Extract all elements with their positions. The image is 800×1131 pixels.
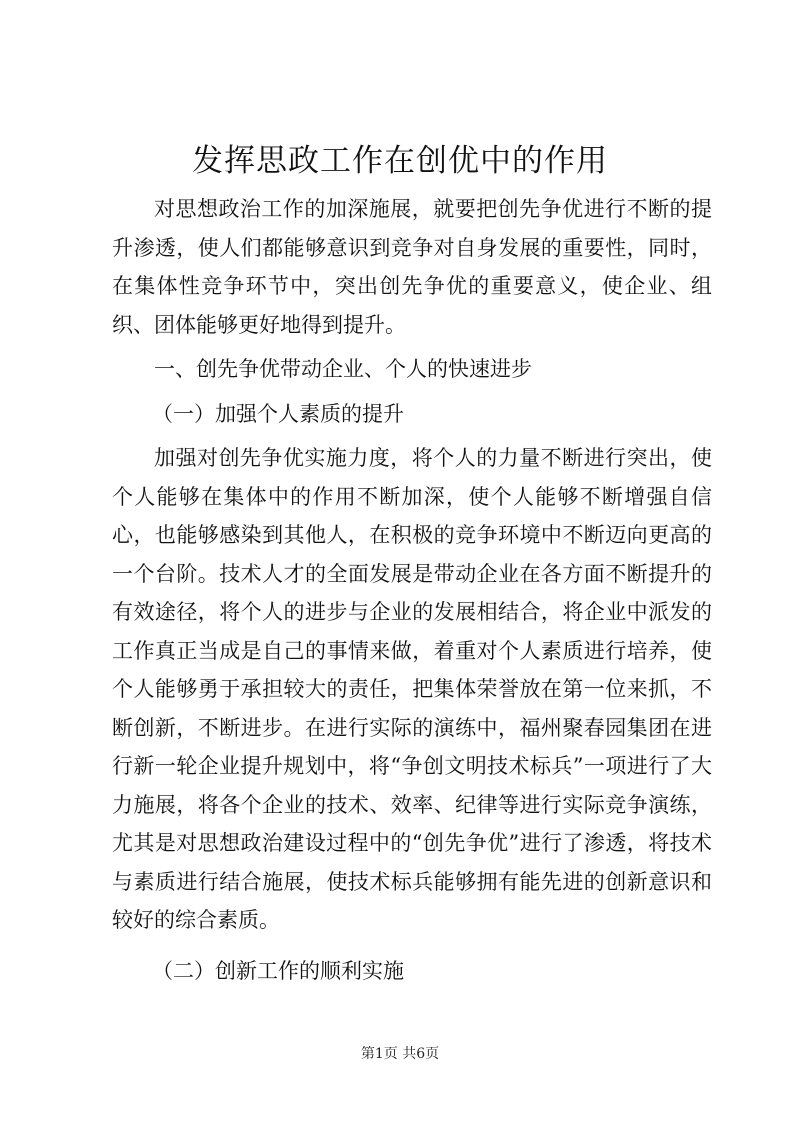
document-body [112, 190, 712, 990]
section-heading-1: 一、创先争优带动企业、个人的快速进步 [154, 357, 532, 381]
intro-paragraph: 对思想政治工作的加深施展，就要把创先争优进行不断的提升渗透，使人们都能够意识到竞争对自身发展的重要性，同时，在集体性竞争环节中，突出创先争优的重要意义，使企业、组织、团体能够更好地得到提升。 [112, 197, 712, 337]
subsection-heading-1: （一）加强个人素质的提升 [152, 401, 404, 426]
subsection-heading-2: （二）创新工作的顺利实施 [152, 958, 404, 983]
page-footer: 第1页 共6页 [360, 1046, 440, 1062]
page-title: 发挥思政工作在创优中的作用 [192, 143, 608, 179]
subsection-1-paragraph: 加强对创先争优实施力度，将个人的力量不断进行突出，使个人能够在集体中的作用不断加深，使个人能够不断增强自信心，也能够感染到其他人，在积极的竞争环境中不断迈向更高的一个台阶。技术人才的全面发展是带动企业在各方面不断提升的有效途径，将个人的进步与企业的发展相结合，将企业中派发的工作真正当成是自己的事情来做，着重对个人素质进行培养，使个人能够勇于承担较大的责任，把集体荣誉放在第一位来抓，不断创新，不断进步。在进行实际的演练中，福州聚春园集团在进行新一轮企业提升规划中，将“争创文明技术标兵”一项进行了大力施展，将各个企业的技术、效率、纪律等进行实际竞争演练，尤其是对思想政治建设过程中的“创先争优”进行了渗透，将技术与素质进行结合施展，使技术标兵能够拥有能先进的创新意识和较好的综合素质。 [112, 446, 712, 932]
